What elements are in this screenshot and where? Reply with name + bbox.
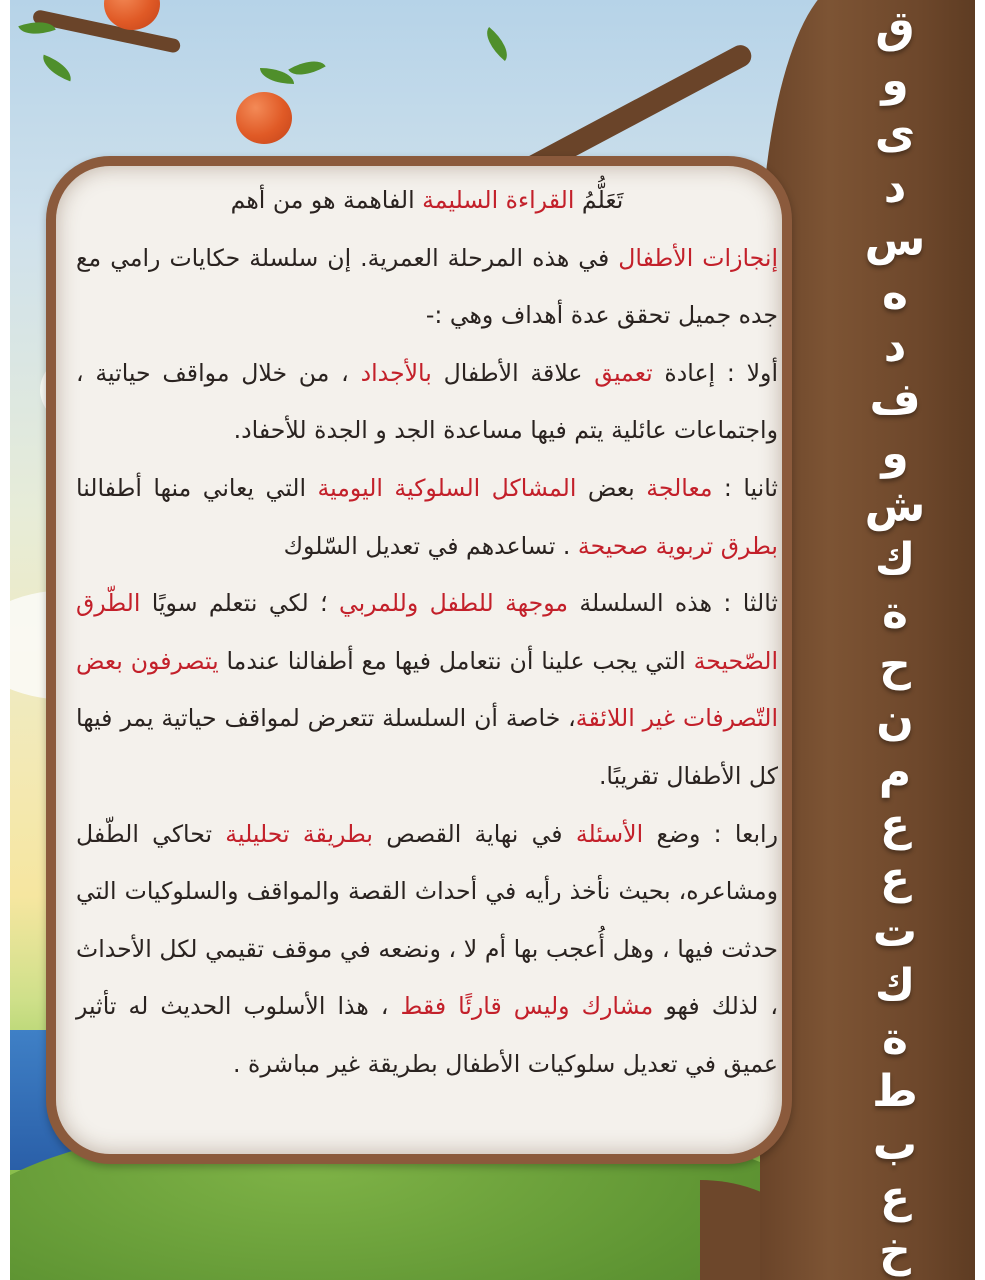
highlighted-phrase: إنجازات الأطفال <box>618 243 779 272</box>
highlighted-phrase: الأسئلة <box>575 819 644 848</box>
title-letter: ع <box>879 800 911 852</box>
paragraph <box>76 230 778 345</box>
title-letter: ح <box>879 640 911 692</box>
highlighted-phrase: مشارك وليس قارئًا فقط <box>400 992 654 1021</box>
title-letter: ى <box>874 108 916 160</box>
text-run: أولا : إعادة <box>652 358 779 387</box>
paragraph <box>76 460 778 575</box>
text-run: تحاكي الطّفل ومشاعره، بحيث نأخذ رأيه في أحداث القصة والمواقف والسلوكيات التي حدثت فيها ، وهل أُعجب بها أم لا ، ونضعه في موقف تقيمي لكل الأحداث ، لذلك فهو <box>76 819 778 1021</box>
title-letter: ن <box>876 693 914 745</box>
highlighted-phrase: الطّرق الصّحيحة <box>76 589 778 675</box>
title-letter: ف <box>869 374 921 426</box>
title-letter: و <box>881 427 909 479</box>
title-letter: ب <box>872 1119 918 1171</box>
paragraph <box>76 575 778 805</box>
leaf-icon <box>288 53 325 84</box>
title-letter: خ <box>879 1225 911 1277</box>
title-letter: س <box>864 214 926 266</box>
text-run: . تساعدهم في تعديل السّلوك <box>283 531 578 560</box>
text-run: الفاهمة هو من أهم <box>230 186 423 214</box>
orange-fruit-icon <box>236 92 292 144</box>
title-letter: ط <box>872 1066 918 1118</box>
leaf-icon <box>38 55 75 82</box>
highlighted-phrase: بطرق تربوية صحيحة <box>577 531 778 560</box>
title-letter: ت <box>872 906 918 958</box>
title-letter: ك <box>874 959 916 1011</box>
highlighted-phrase: القراءة السليمة <box>422 186 575 214</box>
text-run: التي يجب علينا أن نتعامل فيها مع أطفالنا عندما <box>218 646 694 675</box>
title-letter: ة <box>882 1012 908 1064</box>
title-letter: ش <box>864 480 926 532</box>
text-run: التي يعاني منها أطفالنا <box>76 473 318 502</box>
title-letter: ك <box>874 534 916 586</box>
highlighted-phrase: المشاكل السلوكية اليومية <box>317 473 577 502</box>
text-run: في هذه المرحلة العمرية. إن سلسلة حكايات رامي مع جده جميل تحقق عدة أهداف وهي :- <box>76 243 778 330</box>
title-letter: ع <box>879 1172 911 1224</box>
highlighted-phrase: بطريقة تحليلية <box>225 819 373 848</box>
title-letter: م <box>878 746 912 798</box>
title-letter: ة <box>882 587 908 639</box>
highlighted-phrase: موجهة للطفل وللمربي <box>338 589 569 618</box>
text-run: ، من خلال مواقف حياتية ، واجتماعات عائلية يتم فيها مساعدة الجد و الجدة للأحفاد. <box>76 358 778 445</box>
title-letter: ق <box>875 2 915 53</box>
text-run: ، هذا الأسلوب الحديث له تأثير عميق في تعديل سلوكيات الأطفال بطريقة غير مباشرة . <box>76 992 778 1078</box>
text-run: في نهاية القصص <box>372 819 576 848</box>
text-run: تَعَلُّمُ <box>574 186 624 214</box>
title-letter: د <box>883 161 907 213</box>
paragraph <box>76 172 778 230</box>
paragraph <box>76 806 778 1094</box>
leaf-icon <box>479 27 515 61</box>
text-run: رابعا : وضع <box>643 819 778 848</box>
title-letter: د <box>883 321 907 373</box>
highlighted-phrase: يتصرفون بعض التّصرفات غير اللائقة <box>76 646 778 733</box>
text-run: بعض <box>576 473 647 502</box>
intro-text <box>76 172 778 1157</box>
title-letter: ع <box>879 853 911 905</box>
text-run: ثانيا : <box>712 473 778 502</box>
title-letter: ه <box>882 268 908 320</box>
decorative-title <box>815 2 975 1277</box>
highlighted-phrase: تعميق <box>594 358 653 387</box>
title-letter: و <box>881 55 909 107</box>
text-run: علاقة الأطفال <box>431 358 595 387</box>
paragraph <box>76 345 778 460</box>
highlighted-phrase: معالجة <box>646 473 713 502</box>
text-run: ، خاصة أن السلسلة تتعرض لمواقف حياتية يمر فيها كل الأطفال تقريبًا. <box>76 704 778 790</box>
text-run: ؛ لكي نتعلم سويًا <box>140 589 339 618</box>
highlighted-phrase: بالأجداد <box>360 358 432 387</box>
text-run: ثالثا : هذه السلسلة <box>568 589 778 618</box>
